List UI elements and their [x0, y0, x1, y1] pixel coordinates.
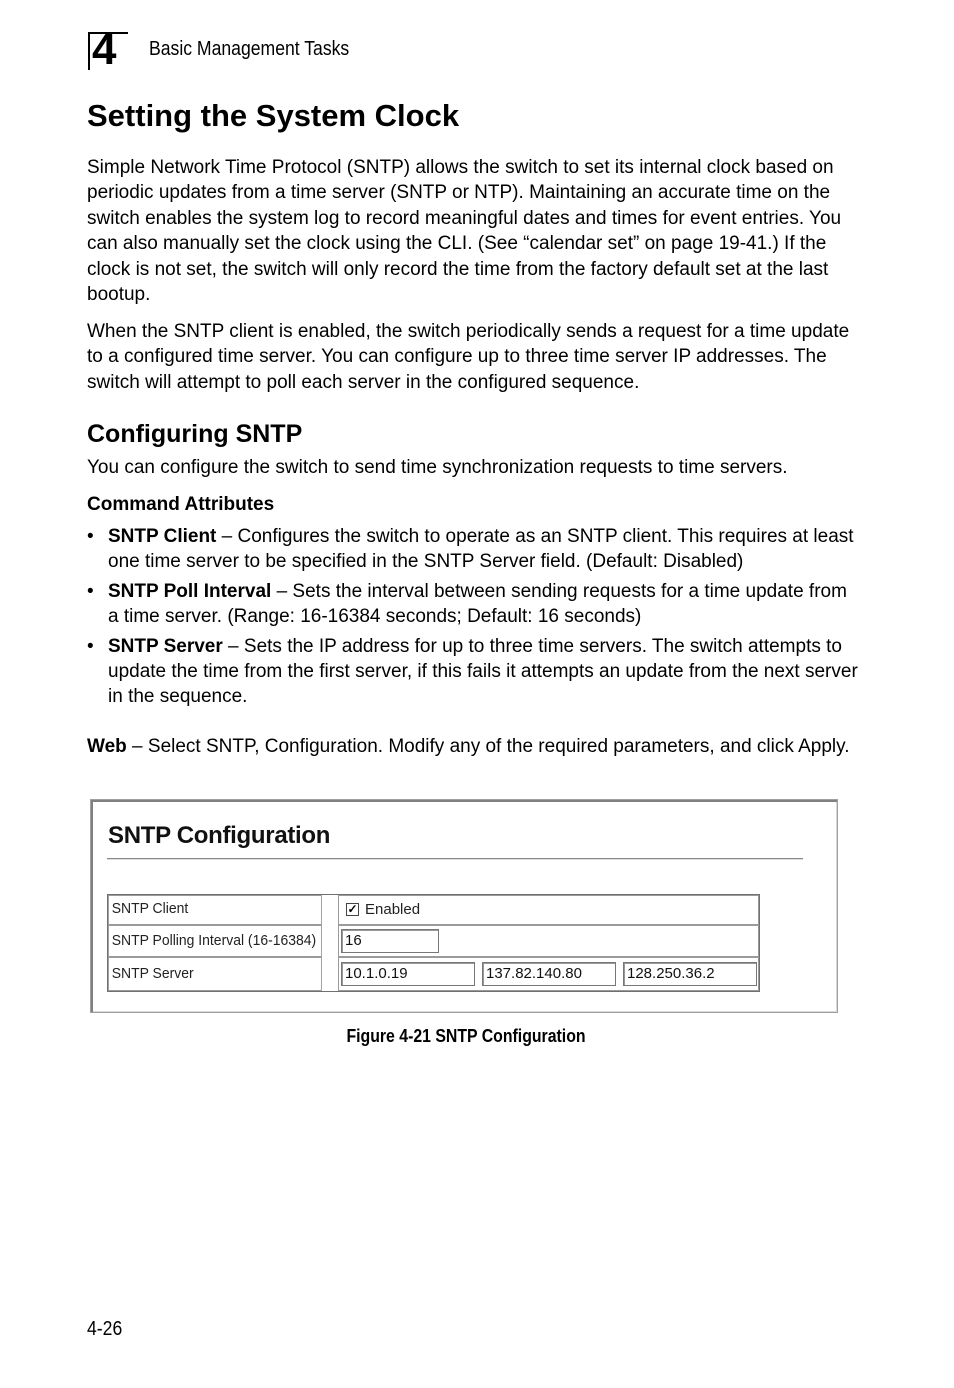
chapter-number: 4 — [92, 25, 117, 74]
running-head: Basic Management Tasks — [149, 38, 350, 60]
server-1-input[interactable]: 10.1.0.19 — [341, 962, 475, 986]
client-label: SNTP Client — [108, 895, 322, 925]
table-row — [108, 895, 759, 925]
panel-title-rule — [107, 858, 803, 860]
bullet-icon: • — [87, 526, 94, 547]
server-cell — [338, 957, 759, 991]
page-number: 4-26 — [87, 1318, 123, 1340]
attribute-text: – Configures the switch to operate as an SNTP client. This requires at least one time server to be specified in the SNTP Server field. (Default: Disabled) — [108, 526, 854, 573]
attribute-term: SNTP Client — [108, 526, 217, 547]
attributes-list — [87, 524, 862, 714]
figure-caption: Figure 4-21 SNTP Configuration — [346, 1026, 586, 1046]
client-enabled-checkbox[interactable]: ✓ — [347, 902, 358, 916]
intro-paragraph-2: When the SNTP client is enabled, the switch periodically sends a request for a time update to a configured time server. You can configure up to three time server IP addresses. The switch will attempt to poll each server in the configured sequence. — [87, 321, 850, 393]
server-label: SNTP Server — [108, 957, 322, 991]
poll-interval-input[interactable]: 16 — [341, 929, 439, 953]
attributes-title: Command Attributes — [87, 494, 275, 515]
section-lead: You can configure the switch to send time synchronization requests to time servers. — [87, 457, 788, 478]
web-instructions — [87, 734, 857, 759]
table-row — [108, 957, 759, 991]
list-item — [87, 579, 862, 630]
section-title: Configuring SNTP — [87, 420, 303, 448]
sntp-config-table — [107, 894, 760, 992]
attribute-term: SNTP Poll Interval — [108, 580, 272, 602]
list-item — [87, 634, 862, 710]
chapter-mark-vertical-rule — [88, 32, 90, 70]
list-item — [87, 524, 862, 575]
chapter-mark — [88, 25, 130, 74]
interval-cell — [338, 925, 759, 957]
page-title: Setting the System Clock — [87, 98, 460, 133]
client-enabled-label: Enabled — [365, 901, 421, 918]
interval-label: SNTP Polling Interval (16-16384) — [108, 925, 322, 957]
attribute-text: – Sets the interval between sending requests for a time update from a time server. (Range: 16-16384 seconds; Default: 16 seconds) — [108, 580, 847, 628]
intro-paragraph-1: Simple Network Time Protocol (SNTP) allows the switch to set its internal clock based on periodic updates from a time server (SNTP or NTP). Maintaining an accurate time on the switch enables the system log to record meaningful dates and times for event entries. You can also manually set the clock using the CLI. (See “calendar set” on page 19-41.) If the clock is not set, the switch will only record the time from the factory default set at the last bootup. — [87, 157, 842, 306]
web-term: Web — [87, 736, 127, 757]
attribute-term: SNTP Server — [108, 635, 223, 657]
sntp-configuration-figure — [90, 799, 838, 1013]
panel-title: SNTP Configuration — [108, 822, 331, 849]
server-3-input[interactable]: 128.250.36.2 — [623, 962, 757, 986]
client-cell — [338, 895, 759, 925]
bullet-icon: • — [87, 580, 94, 602]
attribute-text: – Sets the IP address for up to three time servers. The switch attempts to update the time from the first server, if this fails it attempts an update from the next server in the sequence. — [108, 635, 858, 708]
server-2-input[interactable]: 137.82.140.80 — [482, 962, 616, 986]
bullet-icon: • — [87, 635, 94, 657]
web-text: – Select SNTP, Configuration. Modify any of the required parameters, and click Apply. — [126, 736, 850, 757]
table-row — [108, 925, 759, 957]
